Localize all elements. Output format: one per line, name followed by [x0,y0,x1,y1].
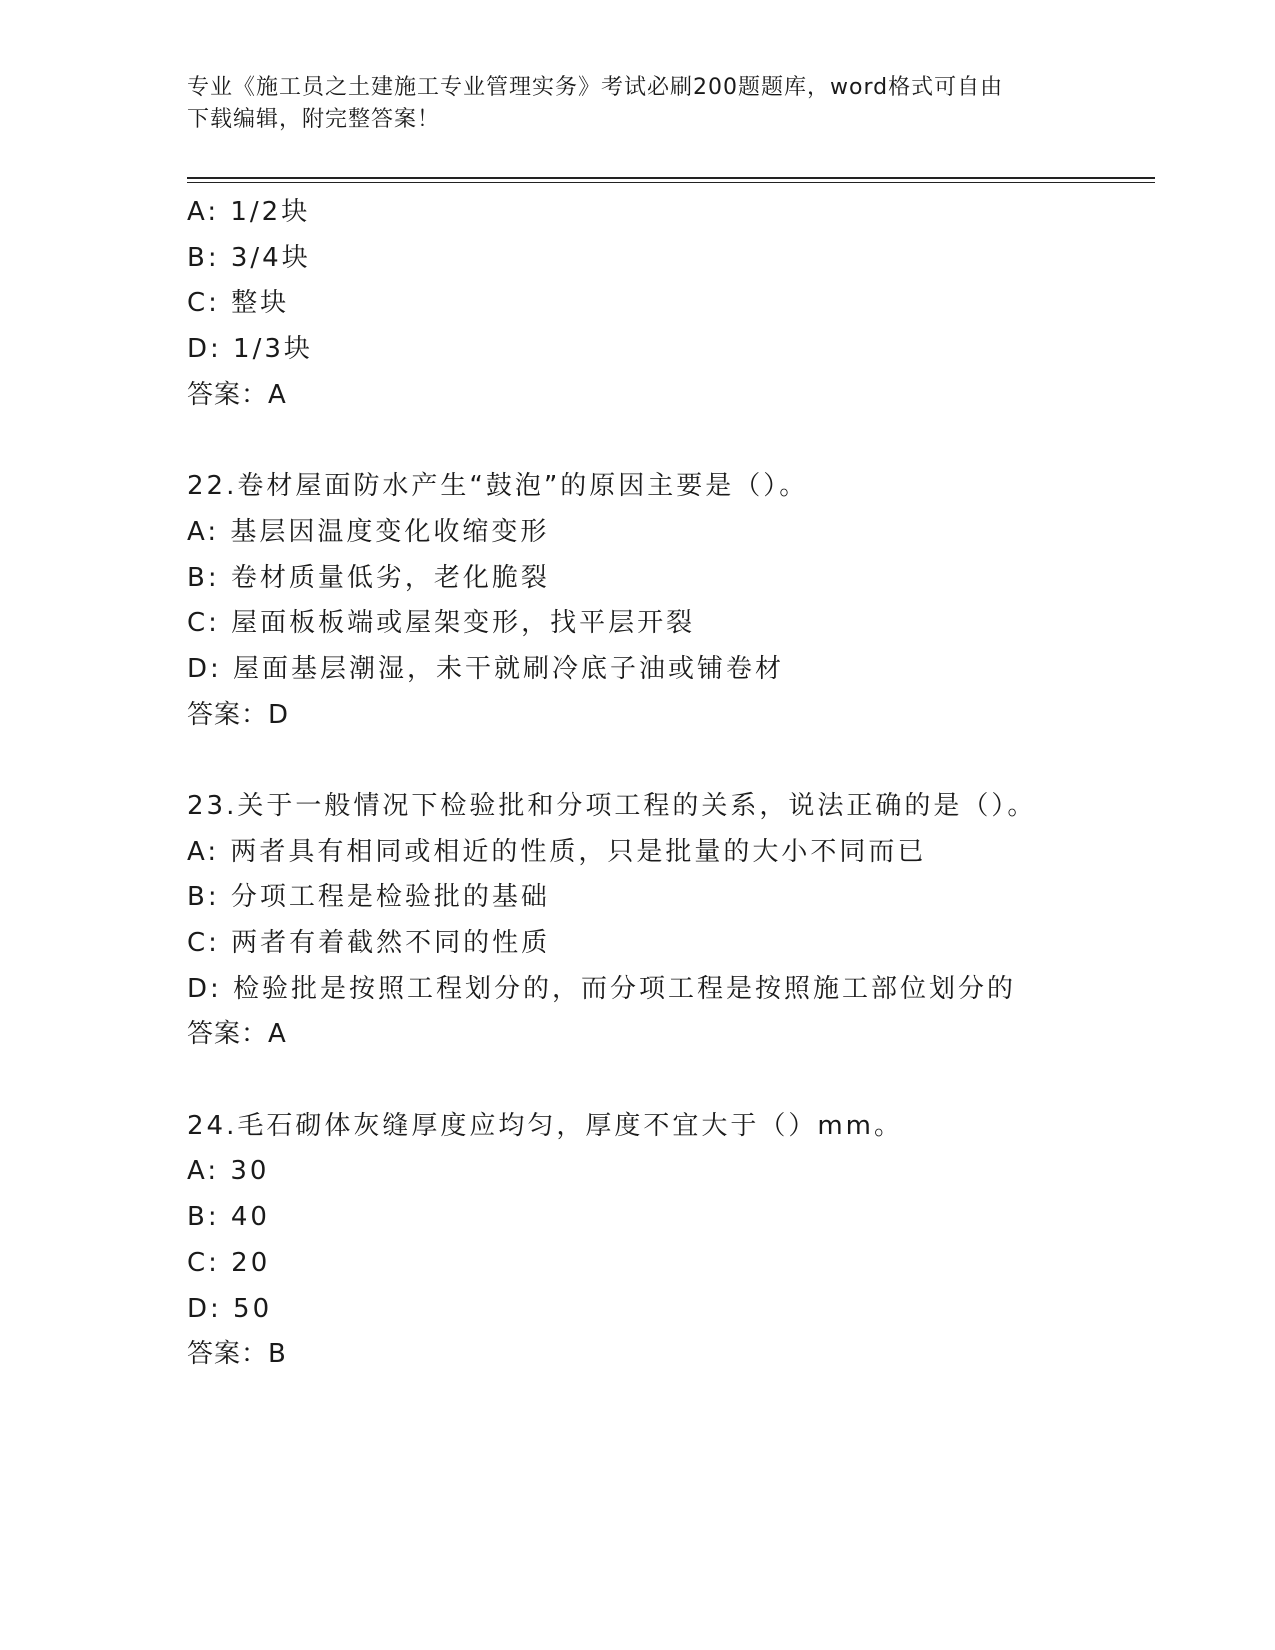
option-c: C: 两者有着截然不同的性质 [187,928,551,958]
questions-content [187,190,1167,1378]
option-b: B: 卷材质量低劣，老化脆裂 [187,562,550,593]
spacer [187,418,1167,464]
option-a: A: 1/2块 [187,197,311,227]
option-b: B: 分项工程是检验批的基础 [187,882,550,913]
question-text: 22.卷材屋面防水产生“鼓泡”的原因主要是（）。 [187,471,809,502]
question-24 [187,1104,1167,1378]
option-c: C: 20 [187,1247,271,1278]
option-a: A: 两者具有相同或相近的性质，只是批量的大小不同而已 [187,836,927,867]
option-b: B: 40 [187,1202,270,1233]
question-text: 23.关于一般情况下检验批和分项工程的关系，说法正确的是（）。 [187,790,1037,821]
answer: 答案：D [187,699,290,730]
document-header [187,72,1087,136]
option-c: C: 屋面板板端或屋架变形，找平层开裂 [187,608,696,639]
option-c: C: 整块 [187,288,290,319]
option-d: D: 1/3块 [187,334,313,365]
option-d: D: 50 [187,1293,273,1324]
answer: 答案：B [187,1339,287,1370]
question-21 [187,190,1167,418]
spacer [187,738,1167,784]
question-22 [187,464,1167,738]
answer: 答案：A [187,379,287,410]
option-b: B: 3/4块 [187,242,311,273]
option-d: D: 屋面基层潮湿，未干就刷冷底子油或铺卷材 [187,653,785,684]
header-line-1: 专业《施工员之土建施工专业管理实务》考试必刷200题题库，word格式可自由 [187,75,1004,100]
option-a: A: 30 [187,1156,270,1187]
option-a: A: 基层因温度变化收缩变形 [187,516,550,547]
header-divider-thick [187,177,1155,179]
header-line-2: 下载编辑，附完整答案！ [187,107,441,132]
option-d: D: 检验批是按照工程划分的，而分项工程是按照施工部位划分的 [187,973,1017,1004]
question-23 [187,784,1167,1058]
spacer [187,1058,1167,1104]
header-divider-thin [187,182,1155,183]
answer: 答案：A [187,1019,287,1050]
question-text: 24.毛石砌体灰缝厚度应均匀，厚度不宜大于（）mm。 [187,1110,904,1141]
